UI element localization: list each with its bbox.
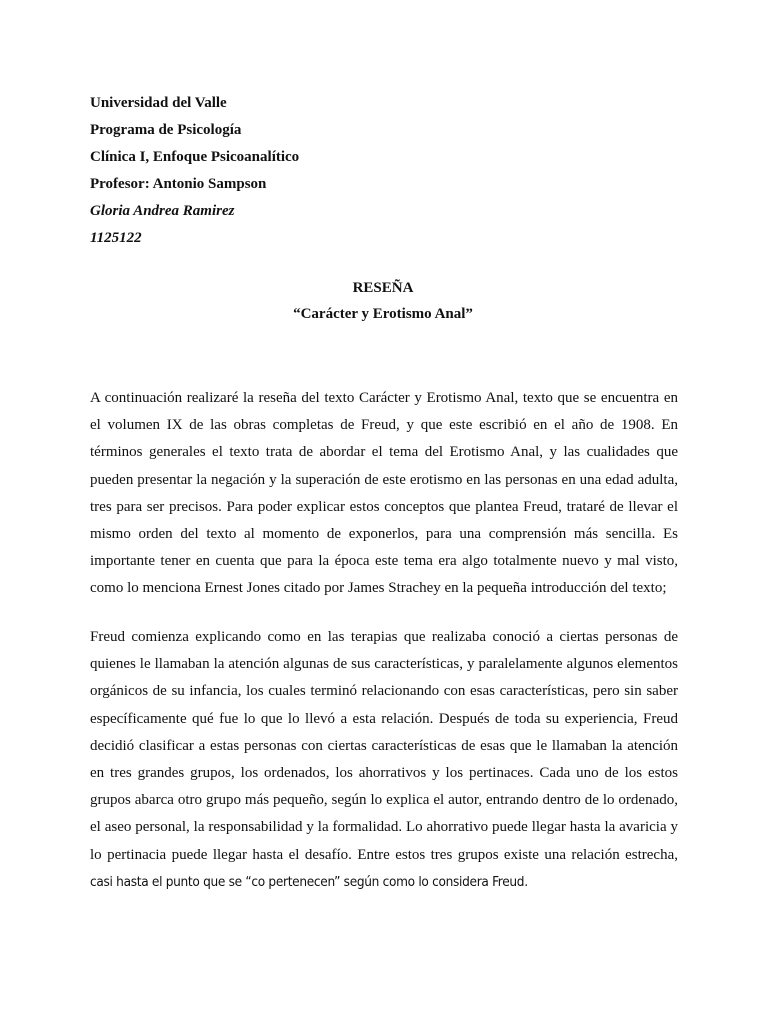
- course-name: Clínica I, Enfoque Psicoanalítico: [90, 149, 300, 165]
- professor-name: Profesor: Antonio Sampson: [90, 176, 267, 192]
- university-name: Universidad del Valle: [90, 95, 227, 111]
- document-header: [90, 90, 690, 252]
- document-subtitle: “Carácter y Erotismo Anal”: [293, 306, 473, 322]
- body-paragraph-2: [90, 624, 678, 896]
- body-paragraph-2-main: Freud comienza explicando como en las terapias que realizaba conoció a ciertas personas de quienes le llamaban la atención algunas de sus características, y paralelamente algunos elementos orgánicos de su infancia, los cuales terminó relacionando con esas características, pero sin saber específicamente qué fue lo que lo llevó a esta relación. Después de toda su experiencia, Freud decidió clasificar a estas personas con ciertas características de esas que le llamaban la atención en tres grandes grupos, los ordenados, los ahorrativos y los pertinaces. Cada uno de los estos grupos abarca otro grupo más pequeño, según lo explica el autor, entrando dentro de lo ordenado, el aseo personal, la responsabilidad y la formalidad. Lo ahorrativo puede llegar hasta la avaricia y lo pertinacia puede llegar hasta el desafío. Entre estos tres grupos existe una relación estrecha,: [90, 629, 678, 863]
- body-paragraph-1: A continuación realizaré la reseña del texto Carácter y Erotismo Anal, texto que se encuentra en el volumen IX de las obras completas de Freud, y que este escribió en el año de 1908. En términos generales el texto trata de abordar el tema del Erotismo Anal, y las cualidades que pueden presentar la negación y la superación de este erotismo en las personas en una edad adulta, tres para ser precisos. Para poder explicar estos conceptos que plantea Freud, trataré de llevar el mismo orden del texto al momento de exponerlos, para una comprensión más sencilla. Es importante tener en cuenta que para la época este tema era algo totalmente nuevo y mal visto, como lo menciona Ernest Jones citado por James Strachey en la pequeña introducción del texto;: [90, 390, 678, 597]
- student-id: 1125122: [90, 230, 142, 246]
- body-paragraph-2-tail: casi hasta el punto que se “co pertenecen” según como lo considera Freud.: [90, 873, 528, 890]
- student-name: Gloria Andrea Ramirez: [90, 203, 235, 219]
- program-name: Programa de Psicología: [90, 122, 242, 138]
- document-title: RESEÑA: [352, 280, 414, 296]
